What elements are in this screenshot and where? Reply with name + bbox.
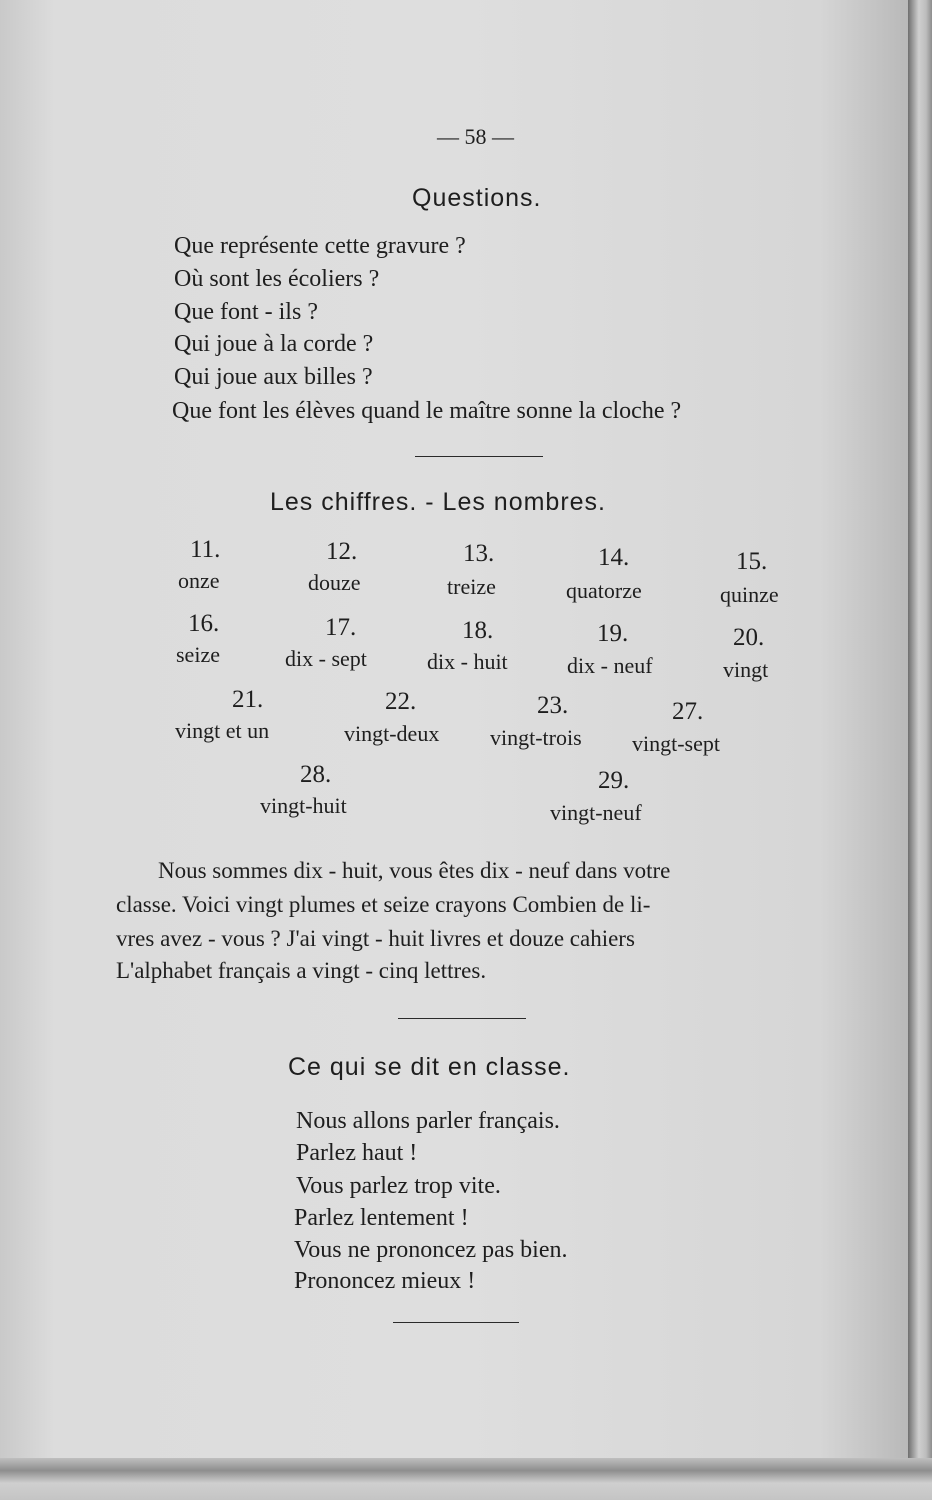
paragraph-line: classe. Voici vingt plumes et seize crayons Combien de li- [116, 892, 651, 917]
classroom-line: Vous ne prononcez pas bien. [294, 1237, 568, 1263]
question-line: Qui joue aux billes ? [174, 364, 373, 390]
number-word-vingt-huit: vingt-huit [260, 793, 347, 818]
page-number: — 58 — [437, 124, 514, 149]
number-15: 15. [736, 548, 768, 575]
number-27: 27. [672, 698, 704, 725]
paragraph-line: L'alphabet français a vingt - cinq lettres. [116, 958, 487, 983]
classroom-title: Ce qui se dit en classe. [288, 1053, 571, 1081]
number-word-vingt-deux: vingt-deux [344, 721, 440, 746]
section-divider [398, 1018, 526, 1019]
number-19: 19. [597, 620, 629, 647]
questions-title: Questions. [412, 184, 542, 212]
number-word-onze: onze [178, 568, 220, 593]
number-word-douze: douze [308, 570, 361, 595]
question-line: Que font les élèves quand le maître sonne la cloche ? [172, 398, 682, 424]
section-divider [415, 456, 543, 457]
number-18: 18. [462, 617, 494, 644]
number-word-dix-sept: dix - sept [285, 646, 367, 671]
question-line: Qui joue à la corde ? [174, 331, 374, 357]
classroom-line: Nous allons parler français. [296, 1108, 560, 1134]
number-word-vingt-sept: vingt-sept [632, 731, 720, 756]
classroom-line: Parlez haut ! [296, 1140, 418, 1166]
question-line: Où sont les écoliers ? [174, 266, 380, 292]
question-line: Que font - ils ? [174, 299, 318, 325]
paragraph-line: Nous sommes dix - huit, vous êtes dix - neuf dans votre [158, 858, 671, 883]
paragraph-line: vres avez - vous ? J'ai vingt - huit livres et douze cahiers [116, 926, 635, 951]
classroom-line: Vous parlez trop vite. [296, 1173, 501, 1199]
number-word-vingt-trois: vingt-trois [490, 725, 582, 750]
book-spine [908, 0, 932, 1500]
question-line: Que représente cette gravure ? [174, 233, 466, 259]
number-word-vingt: vingt [723, 657, 769, 682]
number-22: 22. [385, 688, 417, 715]
number-word-quatorze: quatorze [566, 578, 642, 603]
page-bottom-edge [0, 1458, 932, 1500]
number-23: 23. [537, 692, 569, 719]
number-word-vingt-neuf: vingt-neuf [550, 800, 642, 825]
number-29: 29. [598, 767, 630, 794]
number-word-dix-neuf: dix - neuf [567, 653, 653, 678]
number-14: 14. [598, 544, 630, 571]
number-17: 17. [325, 614, 357, 641]
number-word-treize: treize [447, 574, 496, 599]
number-word-vingt-et-un: vingt et un [175, 718, 270, 743]
number-word-quinze: quinze [720, 582, 779, 607]
number-word-seize: seize [176, 642, 220, 667]
number-11: 11. [190, 536, 221, 563]
number-12: 12. [326, 538, 358, 565]
number-16: 16. [188, 610, 220, 637]
number-20: 20. [733, 624, 765, 651]
section-divider [393, 1322, 519, 1323]
number-word-dix-huit: dix - huit [427, 649, 508, 674]
number-21: 21. [232, 686, 264, 713]
number-28: 28. [300, 761, 332, 788]
numbers-title: Les chiffres. - Les nombres. [270, 488, 607, 516]
classroom-line: Parlez lentement ! [294, 1205, 469, 1231]
classroom-line: Prononcez mieux ! [294, 1268, 476, 1294]
number-13: 13. [463, 540, 495, 567]
